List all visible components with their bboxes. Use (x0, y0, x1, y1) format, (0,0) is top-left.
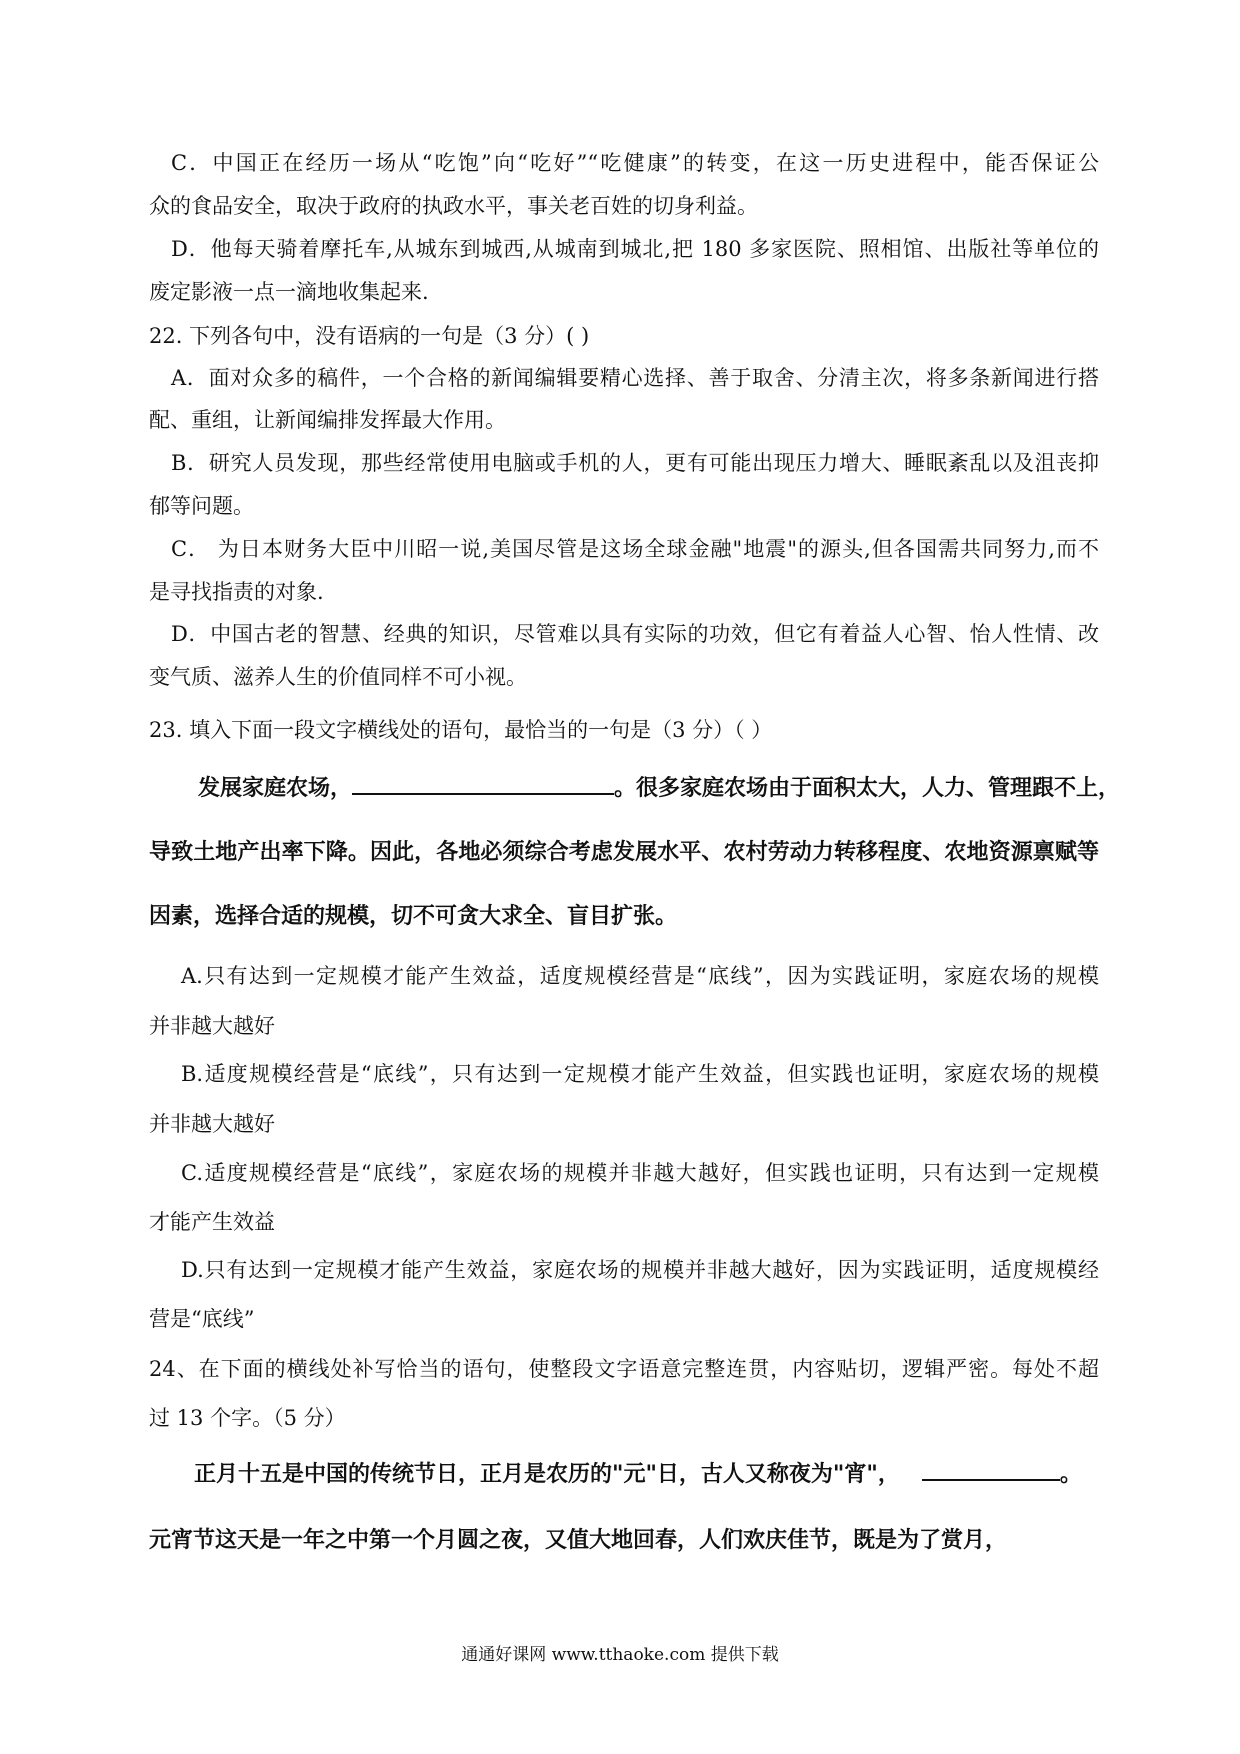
q22-option-b-line2: 郁等问题。 (149, 494, 254, 518)
q22-option-c-line1: C． 为日本财务大臣中川昭一说,美国尽管是这场全球金融"地震"的源头,但各国需共同努力,而不 (171, 537, 1099, 561)
q22-option-a-line2: 配、重组，让新闻编排发挥最大作用。 (149, 408, 506, 432)
q23-passage-line3: 因素，选择合适的规模，切不可贪大求全、盲目扩张。 (149, 904, 678, 929)
q23-answer-blank[interactable] (352, 793, 614, 795)
q24-stem-line2: 过 13 个字。（5 分） (149, 1406, 346, 1430)
q24-passage-text-after: 。 (1059, 1462, 1082, 1487)
q23-passage-line2: 导致土地产出率下降。因此，各地必须综合考虑发展水平、农村劳动力转移程度、农地资源禀赋等 (149, 840, 1099, 865)
q23-passage-text-before: 发展家庭农场， (198, 776, 353, 801)
q23-passage-line1 (198, 775, 1121, 803)
q22-option-c-line2: 是寻找指责的对象. (149, 580, 324, 604)
q21-option-d-line2: 废定影液一点一滴地收集起来. (149, 280, 429, 304)
q23-option-a-line1: A.只有达到一定规模才能产生效益，适度规模经营是“底线”，因为实践证明，家庭农场的规模 (181, 964, 1099, 988)
q24-passage-line1 (194, 1461, 1099, 1489)
q24-passage-text-before: 正月十五是中国的传统节日，正月是农历的"元"日，古人又称夜为"宵"， (194, 1462, 900, 1487)
q22-option-d-line2: 变气质、滋养人生的价值同样不可小视。 (149, 665, 527, 689)
q21-option-c-line2: 众的食品安全，取决于政府的执政水平，事关老百姓的切身利益。 (149, 194, 758, 218)
q22-option-b-line1: B．研究人员发现，那些经常使用电脑或手机的人，更有可能出现压力增大、睡眠紊乱以及沮丧抑 (171, 451, 1099, 475)
q23-option-b-line2: 并非越大越好 (149, 1112, 275, 1136)
q23-option-b-line1: B.适度规模经营是“底线”，只有达到一定规模才能产生效益，但实践也证明，家庭农场的规模 (181, 1062, 1099, 1086)
q24-passage-line2: 元宵节这天是一年之中第一个月圆之夜，又值大地回春，人们欢庆佳节，既是为了赏月， (149, 1528, 1008, 1553)
q24-stem-line1: 24、在下面的横线处补写恰当的语句，使整段文字语意完整连贯，内容贴切，逻辑严密。每处不超 (149, 1357, 1099, 1381)
q23-passage-text-after: 。很多家庭农场由于面积太大，人力、管理跟不上， (614, 776, 1121, 801)
q24-answer-blank[interactable] (922, 1479, 1060, 1481)
q23-option-d-line2: 营是“底线” (149, 1307, 255, 1331)
q23-option-c-line1: C.适度规模经营是“底线”，家庭农场的规模并非越大越好，但实践也证明，只有达到一定规模 (181, 1161, 1099, 1185)
q22-stem: 22. 下列各句中，没有语病的一句是（3 分）( ) (149, 324, 590, 348)
q22-option-a-line1: A．面对众多的稿件，一个合格的新闻编辑要精心选择、善于取舍、分清主次，将多条新闻进行搭 (171, 366, 1099, 390)
q23-option-d-line1: D.只有达到一定规模才能产生效益，家庭农场的规模并非越大越好，因为实践证明，适度规模经 (181, 1258, 1099, 1282)
q22-option-d-line1: D．中国古老的智慧、经典的知识，尽管难以具有实际的功效，但它有着益人心智、怡人性情、改 (171, 622, 1099, 646)
q23-option-a-line2: 并非越大越好 (149, 1014, 275, 1038)
q23-option-c-line2: 才能产生效益 (149, 1210, 275, 1234)
q23-stem: 23. 填入下面一段文字横线处的语句，最恰当的一句是（3 分）（ ） (149, 718, 773, 742)
q21-option-d-line1: D．他每天骑着摩托车,从城东到城西,从城南到城北,把 180 多家医院、照相馆、出版社等单位的 (171, 237, 1099, 261)
q21-option-c-line1: C．中国正在经历一场从“吃饱”向“吃好”“吃健康”的转变，在这一历史进程中，能否保证公 (171, 151, 1099, 175)
footer-source: 通通好课网 www.tthaoke.com 提供下载 (461, 1645, 779, 1665)
